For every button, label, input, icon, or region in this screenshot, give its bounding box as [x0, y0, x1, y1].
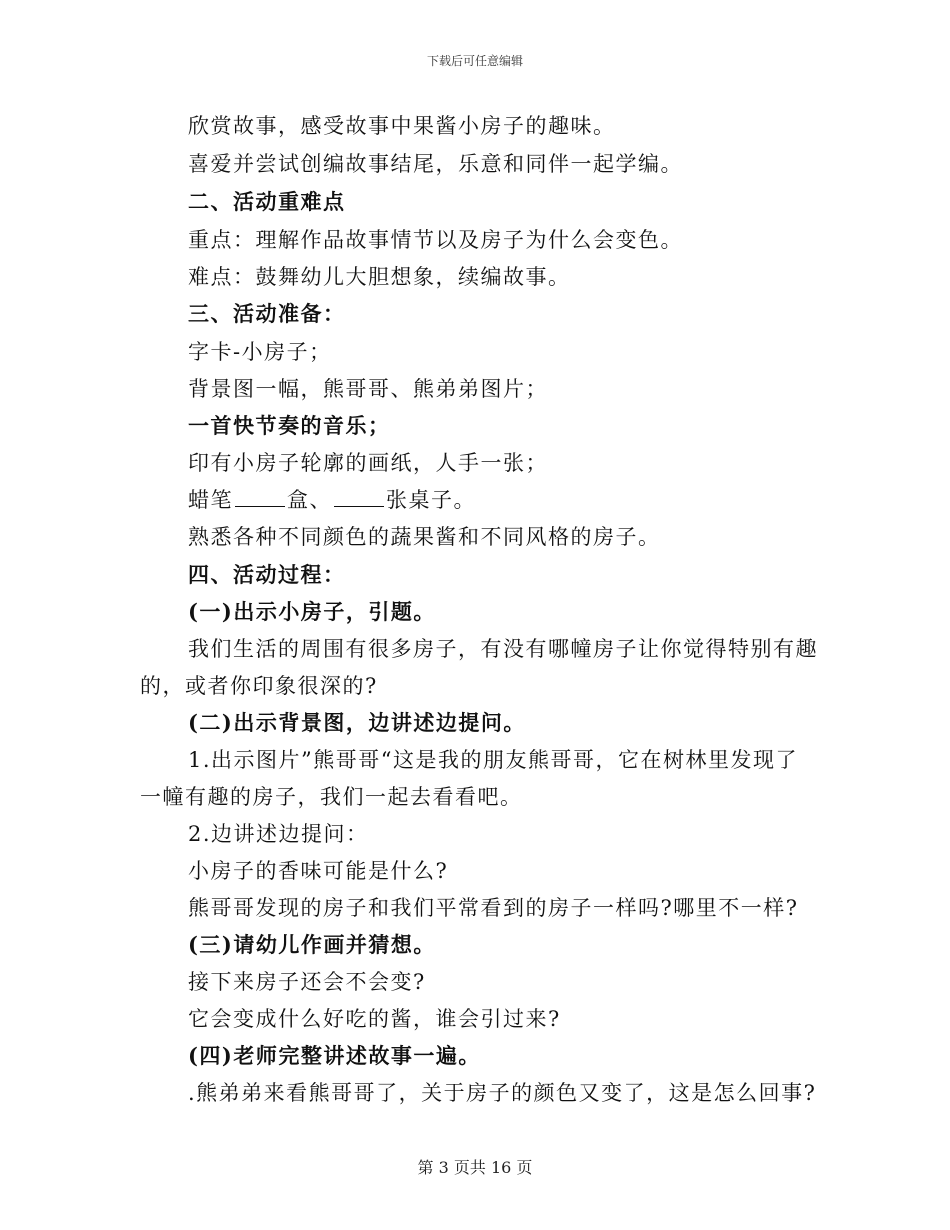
sub-heading: (一)出示小房子，引题。 [188, 599, 436, 624]
page-footer: 第 3 页共 16 页 [417, 1158, 533, 1177]
sub-heading: (二)出示背景图，边讲述边提问。 [188, 710, 526, 735]
text-line: 1.出示图片”熊哥哥“这是我的朋友熊哥哥，它在树林里发现了 [188, 748, 799, 772]
text-line: 背景图一幅，熊哥哥、熊弟弟图片； [188, 377, 548, 401]
text-line: 熟悉各种不同颜色的蔬果酱和不同风格的房子。 [188, 525, 661, 549]
text-line: 的，或者你印象很深的? [140, 674, 378, 698]
text-line: 接下来房子还会不会变? [188, 970, 426, 994]
fill-blank [235, 488, 285, 507]
text-line: 一首快节奏的音乐； [188, 413, 391, 438]
text-line: 印有小房子轮廓的画纸，人手一张； [188, 451, 548, 475]
text-line: 字卡-小房子； [188, 340, 332, 364]
text-line-with-blanks [188, 486, 476, 514]
text-line: 一幢有趣的房子，我们一起去看看吧。 [140, 785, 523, 809]
text-part: 蜡笔 [188, 488, 233, 512]
text-line: 欣赏故事，感受故事中果酱小房子的趣味。 [188, 114, 616, 138]
text-line: 重点：理解作品故事情节以及房子为什么会变色。 [188, 228, 683, 252]
sub-heading: (四)老师完整讲述故事一遍。 [188, 1043, 481, 1068]
text-line: 小房子的香味可能是什么? [188, 859, 449, 883]
section-heading: 三、活动准备： [188, 301, 346, 326]
text-line: 2.边讲述边提问： [188, 822, 369, 846]
text-line: 我们生活的周围有很多房子，有没有哪幢房子让你觉得特别有趣 [188, 637, 818, 661]
text-part: 盒、 [287, 488, 332, 512]
text-line: 难点：鼓舞幼儿大胆想象，续编故事。 [188, 265, 571, 289]
section-heading: 四、活动过程： [188, 562, 346, 587]
text-line: 它会变成什么好吃的酱，谁会引过来? [188, 1007, 561, 1031]
fill-blank [334, 488, 384, 507]
text-part: 张桌子。 [386, 488, 476, 512]
sub-heading: (三)请幼儿作画并猜想。 [188, 932, 436, 957]
page-header: 下载后可任意编辑 [426, 54, 523, 68]
text-line: 喜爱并尝试创编故事结尾，乐意和同伴一起学编。 [188, 152, 683, 176]
text-line: 熊哥哥发现的房子和我们平常看到的房子一样吗?哪里不一样? [188, 896, 799, 920]
section-heading: 二、活动重难点 [188, 189, 346, 214]
text-line: .熊弟弟来看熊哥哥了，关于房子的颜色又变了，这是怎么回事? [188, 1081, 817, 1105]
